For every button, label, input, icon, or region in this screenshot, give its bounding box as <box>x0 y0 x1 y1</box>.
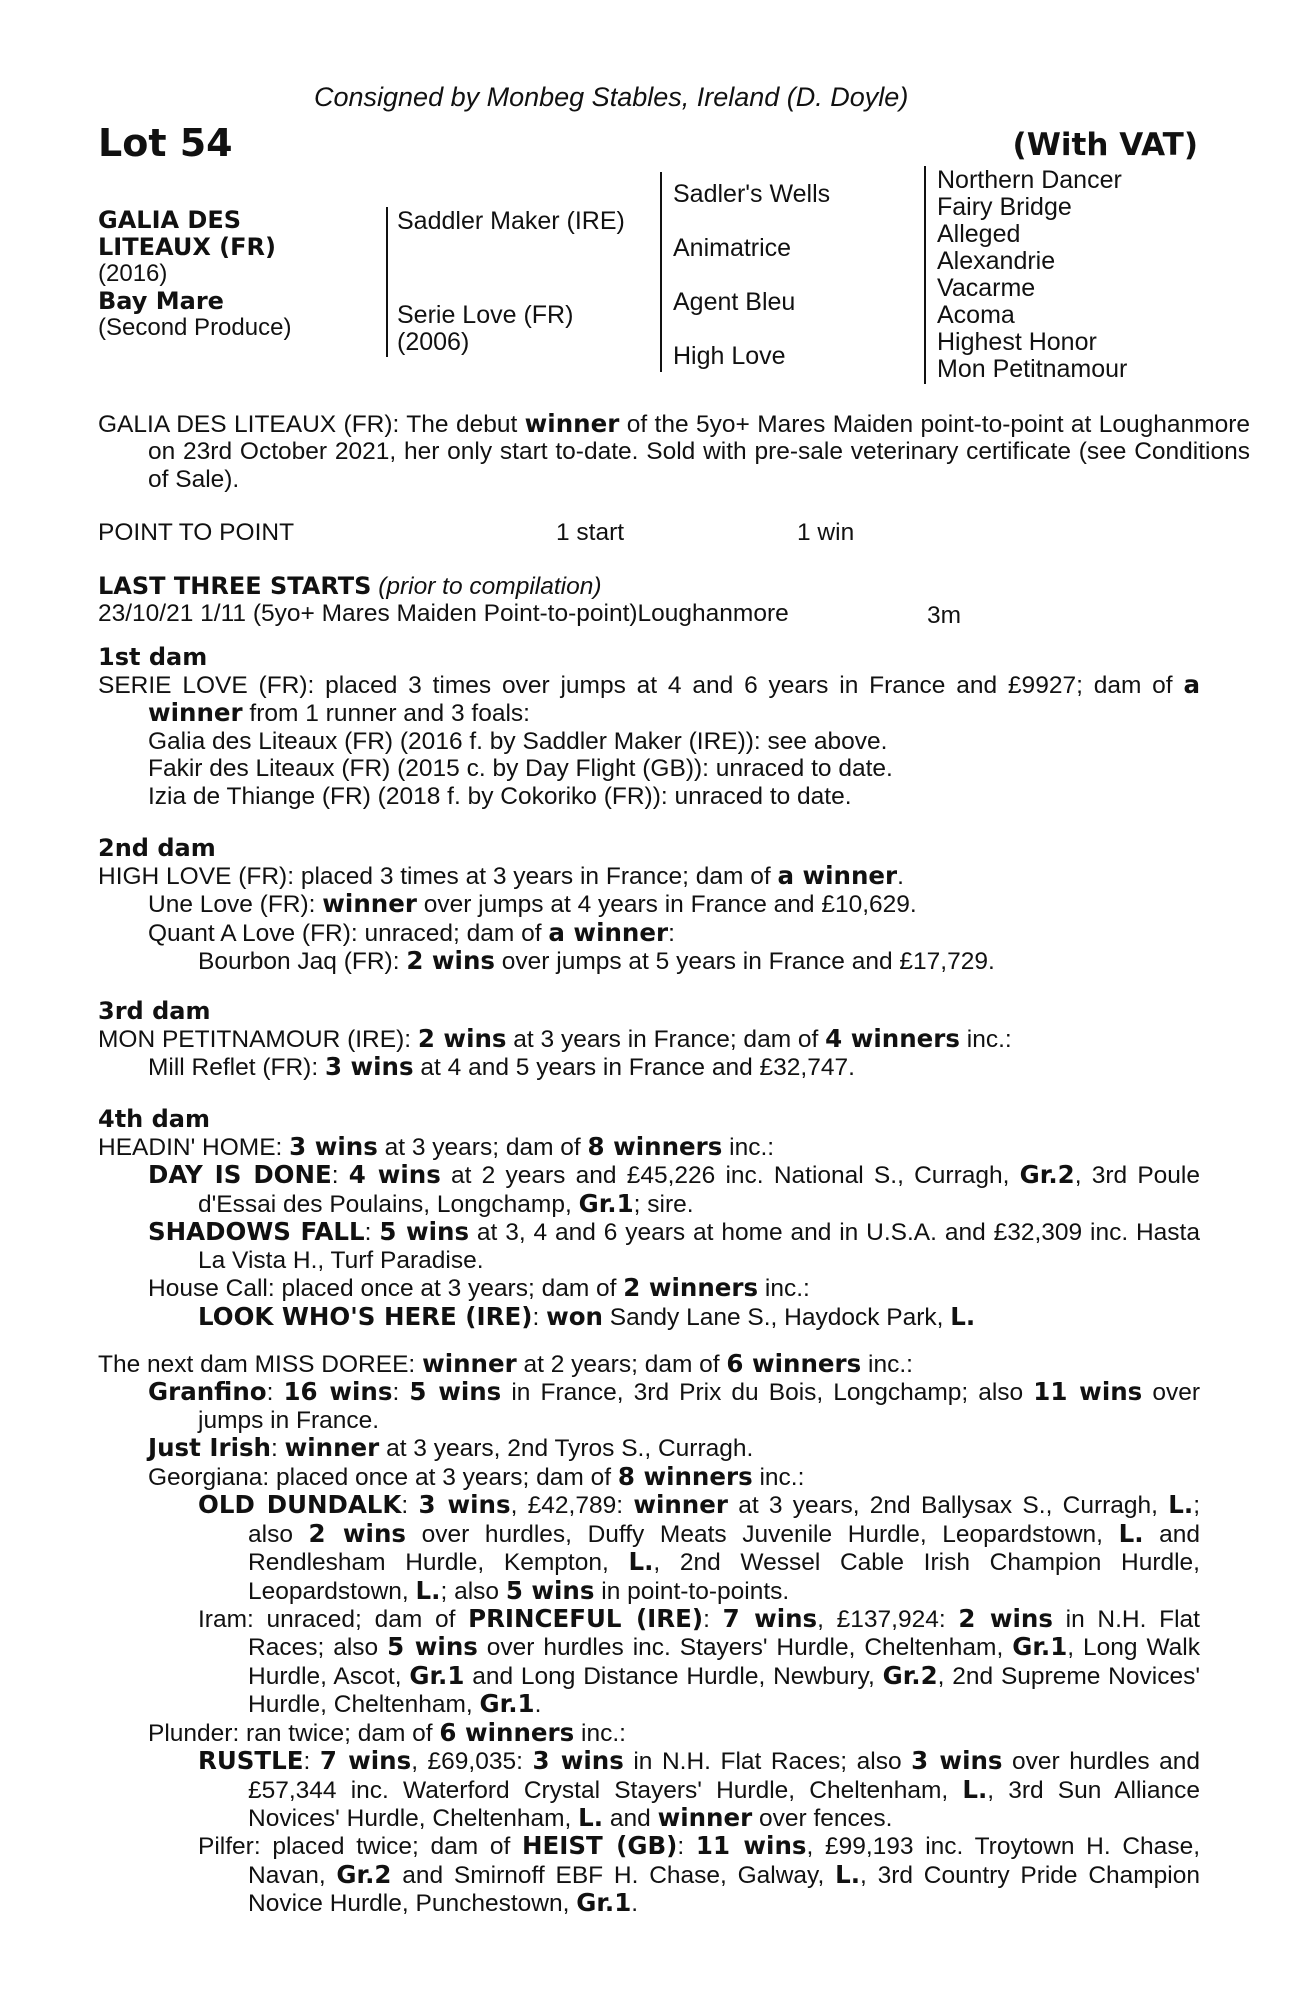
pedigree-gen3-item: Mon Petitnamour <box>937 355 1128 383</box>
pedigree-dam-year: (2006) <box>397 328 470 356</box>
second-dam-section <box>98 835 1200 976</box>
dam-summary: SERIE LOVE (FR): placed 3 times over jumps at 4 and 6 years in France and £9927; dam of a winner from 1 runner and 3 foals: <box>98 669 1200 728</box>
pedigree-bracket-3 <box>924 166 926 384</box>
pedigree-dam: Serie Love (FR) <box>397 301 574 329</box>
consignor-line: Consigned by Monbeg Stables, Ireland (D. Doyle) <box>314 82 909 112</box>
dam-summary: MON PETITNAMOUR (IRE): 2 wins at 3 years in France; dam of 4 winners inc.: <box>98 1023 1012 1053</box>
foal-entry: Fakir des Liteaux (FR) (2015 c. by Day Flight (GB)): unraced to date. <box>148 755 893 783</box>
next-dam-section <box>98 1350 1200 1918</box>
progeny-entry: Plunder: ran twice; dam of 6 winners inc.: <box>148 1717 626 1747</box>
record-label: POINT TO POINT <box>98 519 295 546</box>
progeny-entry: Quant A Love (FR): unraced; dam of a winner: <box>148 917 675 947</box>
pedigree-gen2-item: Agent Bleu <box>673 288 796 316</box>
horse-year: (2016) <box>98 259 168 287</box>
pedigree-gen2-item: Animatrice <box>673 234 792 262</box>
foal-entry: Galia des Liteaux (FR) (2016 f. by Saddler Maker (IRE)): see above. <box>148 727 888 755</box>
progeny-entry: OLD DUNDALK: 3 wins, £42,789: winner at 3 years, 2nd Ballysax S., Curragh, L.; also 2 wins over hurdles, Duffy Meats Juvenile Hurdle, Leopardstown, L. and Rendlesham Hurdle, Kempton, L., 2nd Wessel Cable Irish Champion Hurdle, Leopardstown, L.; also 5 wins in point-to-points. <box>198 1490 1200 1605</box>
pedigree-gen3-item: Northern Dancer <box>937 166 1122 194</box>
progeny-entry: Just Irish: winner at 3 years, 2nd Tyros S., Curragh. <box>148 1433 754 1463</box>
progeny-entry: Mill Reflet (FR): 3 wins at 4 and 5 years in France and £32,747. <box>148 1052 855 1082</box>
horse-name-line2: LITEAUX (FR) <box>98 232 276 261</box>
pedigree-gen2-item: Sadler's Wells <box>673 180 831 208</box>
record-wins: 1 win <box>797 519 855 546</box>
section-heading: 3rd dam <box>98 997 211 1025</box>
dam-summary: HIGH LOVE (FR): placed 3 times at 3 years in France; dam of a winner. <box>98 860 904 890</box>
progeny-entry: Une Love (FR): winner over jumps at 4 years in France and £10,629. <box>148 889 917 919</box>
horse-colour-sex: Bay Mare <box>98 286 224 315</box>
record-starts: 1 start <box>556 519 625 546</box>
dam-summary: HEADIN' HOME: 3 wins at 3 years; dam of 8 winners inc.: <box>98 1131 775 1161</box>
pedigree-gen3-item: Highest Honor <box>937 328 1097 356</box>
third-dam-section <box>98 998 1200 1082</box>
last-three-distance: 3m <box>927 602 962 629</box>
pedigree-bracket-1 <box>386 207 388 357</box>
horse-produce-note: (Second Produce) <box>98 313 292 341</box>
pedigree-bracket-2 <box>660 172 662 372</box>
pedigree-gen3-item: Fairy Bridge <box>937 193 1072 221</box>
pedigree-sire: Saddler Maker (IRE) <box>397 207 625 235</box>
progeny-entry: RUSTLE: 7 wins, £69,035: 3 wins in N.H. Flat Races; also 3 wins over hurdles and £57,344 inc. Waterford Crystal Stayers' Hurdle, Cheltenham, L., 3rd Sun Alliance Novices' Hurdle, Cheltenham, L. and winner over fences. <box>198 1746 1200 1832</box>
section-heading: 4th dam <box>98 1105 210 1133</box>
last-three-heading: LAST THREE STARTS (prior to compilation) <box>98 572 602 600</box>
dam-summary: The next dam MISS DOREE: winner at 2 years; dam of 6 winners inc.: <box>98 1349 913 1378</box>
pedigree-gen3-item: Vacarme <box>937 274 1036 302</box>
pedigree-gen3-item: Alleged <box>937 220 1021 248</box>
pedigree-gen3-item: Alexandrie <box>937 247 1056 275</box>
progeny-entry: LOOK WHO'S HERE (IRE): won Sandy Lane S., Haydock Park, L. <box>198 1301 976 1331</box>
progeny-entry: DAY IS DONE: 4 wins at 2 years and £45,226 inc. National S., Curragh, Gr.2, 3rd Poule d'Essai des Poulains, Longchamp, Gr.1; sire. <box>148 1160 1200 1218</box>
intro-paragraph: GALIA DES LITEAUX (FR): The debut winner of the 5yo+ Mares Maiden point-to-point at Loughanmore on 23rd October 2021, her only start to-date. Sold with pre-sale veterinary certificate (see Conditions of Sale). <box>98 409 1250 493</box>
foal-entry: Izia de Thiange (FR) (2018 f. by Cokoriko (FR)): unraced to date. <box>148 782 852 810</box>
fourth-dam-section <box>98 1106 1200 1331</box>
section-heading: 1st dam <box>98 643 208 671</box>
vat-note: (With VAT) <box>1012 127 1198 163</box>
first-dam-section <box>98 644 1200 810</box>
horse-identity <box>98 207 338 341</box>
progeny-entry: Pilfer: placed twice; dam of HEIST (GB): 11 wins, £99,193 inc. Troytown H. Chase, Navan, Gr.2 and Smirnoff EBF H. Chase, Galway, L., 3rd Country Pride Champion Novice Hurdle, Punchestown, Gr.1. <box>198 1831 1200 1918</box>
lot-number: Lot 54 <box>98 121 233 165</box>
progeny-entry: Granfino: 16 wins: 5 wins in France, 3rd Prix du Bois, Longchamp; also 11 wins over jumps in France. <box>148 1377 1200 1434</box>
progeny-entry: House Call: placed once at 3 years; dam of 2 winners inc.: <box>148 1273 810 1303</box>
horse-name-line1: GALIA DES <box>98 206 242 234</box>
progeny-entry: Bourbon Jaq (FR): 2 wins over jumps at 5 years in France and £17,729. <box>198 946 995 976</box>
section-heading: 2nd dam <box>98 834 216 862</box>
progeny-entry: SHADOWS FALL: 5 wins at 3, 4 and 6 years at home and in U.S.A. and £32,309 inc. Hasta La Vista H., Turf Paradise. <box>148 1217 1200 1274</box>
pedigree-gen3-item: Acoma <box>937 301 1015 329</box>
progeny-entry: Iram: unraced; dam of PRINCEFUL (IRE): 7 wins, £137,924: 2 wins in N.H. Flat Races; also 5 wins over hurdles inc. Stayers' Hurdle, Cheltenham, Gr.1, Long Walk Hurdle, Ascot, Gr.1 and Long Distance Hurdle, Newbury, Gr.2, 2nd Supreme Novices' Hurdle, Cheltenham, Gr.1. <box>198 1603 1201 1719</box>
last-three-row: 23/10/21 1/11 (5yo+ Mares Maiden Point-to-point)Loughanmore <box>98 600 789 627</box>
progeny-entry: Georgiana: placed once at 3 years; dam of 8 winners inc.: <box>148 1461 805 1491</box>
pedigree-gen2-item: High Love <box>673 342 786 370</box>
